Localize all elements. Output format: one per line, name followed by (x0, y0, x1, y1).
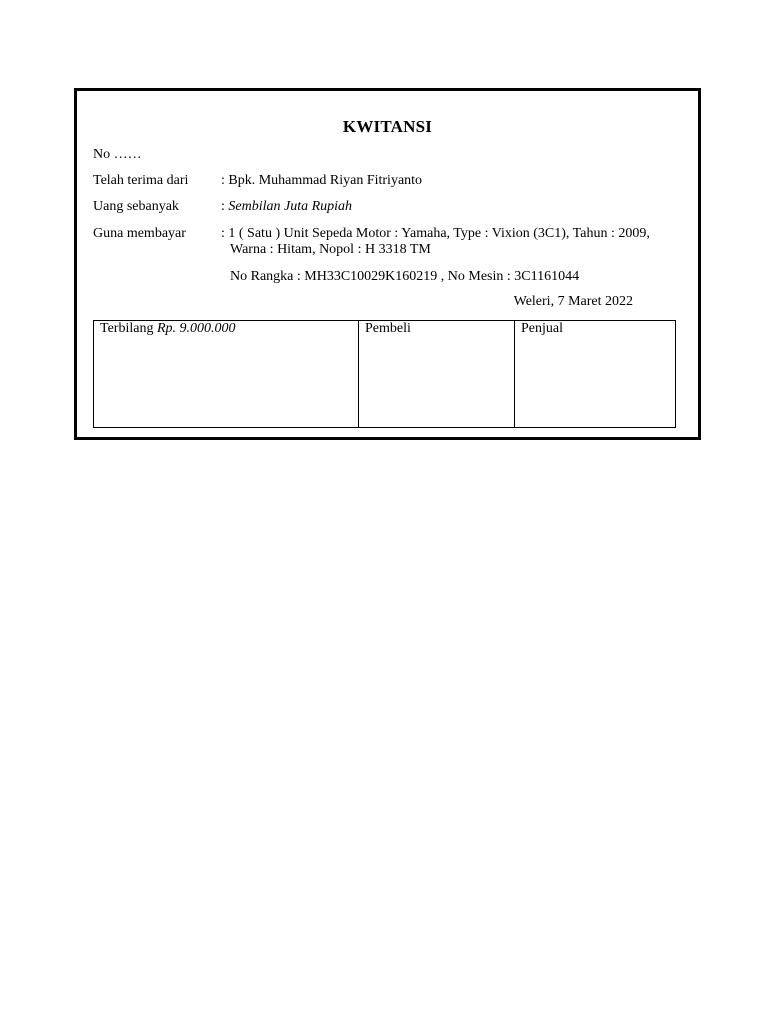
amount-words-text: Sembilan Juta Rupiah (228, 199, 353, 214)
amount-value: Rp. 9.000.000 (156, 321, 236, 336)
purpose-label: Guna membayar (93, 226, 186, 241)
purpose-line-2: Warna : Hitam, Nopol : H 3318 TM (230, 242, 431, 257)
buyer-label: Pembeli (365, 321, 411, 336)
place-date: Weleri, 7 Maret 2022 (513, 294, 633, 309)
received-from-label: Telah terima dari (93, 173, 189, 188)
frame-engine-number: No Rangka : MH33C10029K160219 , No Mesin : 3C1161044 (230, 269, 580, 284)
receipt-number: No …… (93, 147, 142, 162)
amount-cell (94, 321, 359, 428)
buyer-cell (359, 321, 515, 428)
amount-words-label: Uang sebanyak (93, 199, 179, 214)
signature-table (93, 320, 676, 428)
seller-cell (515, 321, 676, 428)
receipt-box (74, 88, 701, 440)
amount-label: Terbilang (100, 321, 157, 336)
amount-words-prefix: : (221, 199, 229, 214)
amount-words-value (221, 199, 352, 215)
purpose-line-1: : 1 ( Satu ) Unit Sepeda Motor : Yamaha, Type : Vixion (3C1), Tahun : 2009, (221, 226, 650, 241)
purpose-description (221, 226, 677, 258)
received-from-value: : Bpk. Muhammad Riyan Fitriyanto (221, 173, 423, 188)
seller-label: Penjual (521, 321, 563, 336)
receipt-title: KWITANSI (342, 117, 433, 136)
